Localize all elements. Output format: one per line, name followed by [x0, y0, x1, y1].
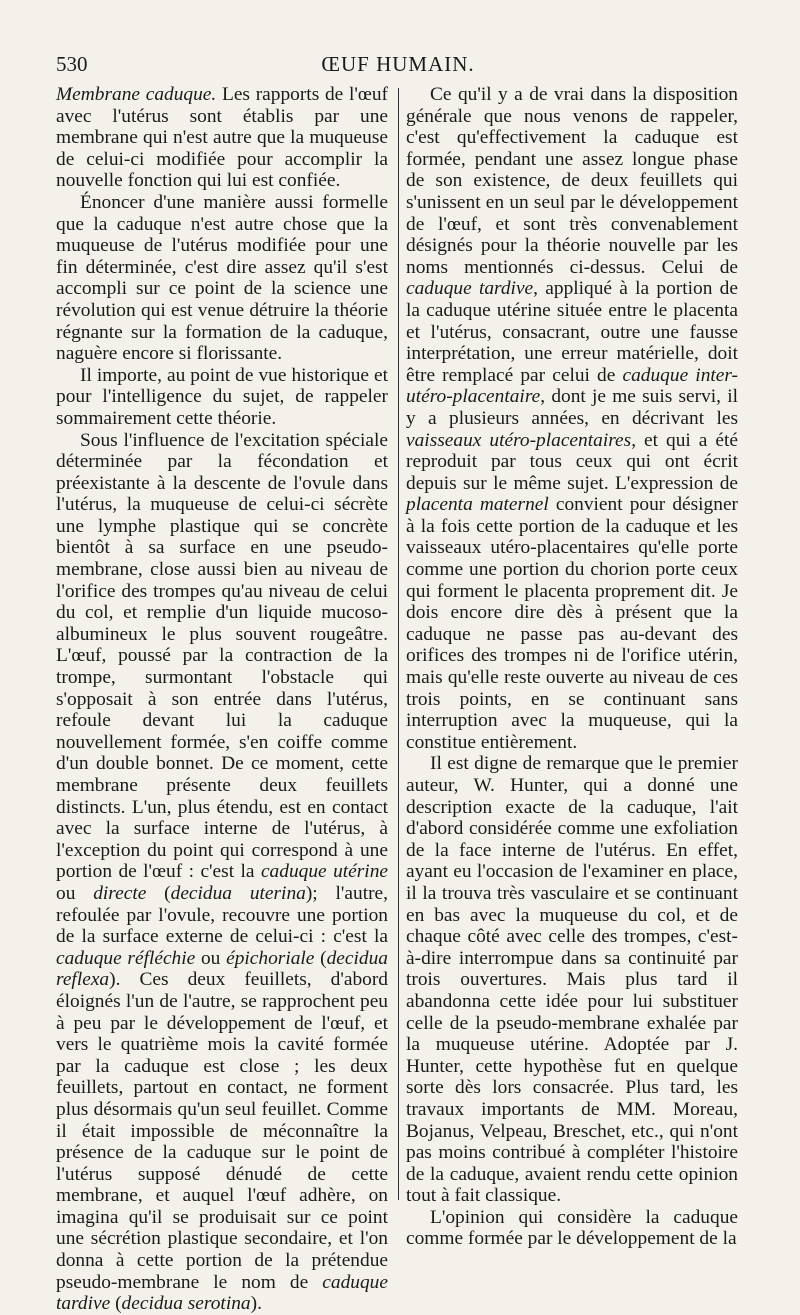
italic-term: decidua reflexa — [56, 947, 388, 991]
italic-term: caduque réfléchie — [56, 947, 196, 969]
paragraph-text: ( — [110, 1293, 122, 1315]
paragraph-text: , dont je me suis servi, il y a plusieurs années, en décrivant les — [406, 386, 738, 429]
paragraph: L'opinion qui considère la caduque comme formée par le développement de la — [406, 1206, 738, 1250]
paragraph: Il est digne de remarque que le premier auteur, W. Hunter, qui a donné une description exacte de la caduque, l'ait d'abord considérée comme une exfoliation de la face interne de l'utérus. En effet, ayant eu l'occasion de l'examiner en place, il la trouva très vasculaire et se continuant en bas avec la muqueuse du col, et de chaque côté avec celle des trompes, c'est-à-dire interrompue dans sa continuité par trois ouvertures. Mais plus tard il abandonna cette idée pour lui substituer celle de la pseudo-membrane exhalée par la muqueuse utérine. Adoptée par J. Hunter, cette hypothèse fut en quelque sorte dès lors consacrée. Plus tard, les travaux importants de MM. Moreau, Bojanus, Velpeau, Breschet, etc., qui n'ont pas moins contribué à compléter l'histoire de la caduque, avaient rendu cette opinion tout à fait classique. — [406, 753, 738, 1207]
section-heading: Membrane caduque. — [56, 84, 217, 105]
paragraph-text: Sous l'influence de l'excitation spéciale déterminée par la fécondation et préexistante à la descente de l'ovule dans l'utérus, la muqueuse de celui-ci sécrète une lymphe plastique qui se concrète bientôt à sa surface en une pseudo-membrane, close aussi bien au niveau de l'orifice des trompes qu'au niveau de celui du col, et remplie d'un liquide mucoso-albumineux le plus souvent rougeâtre. L'œuf, poussé par la contraction de la trompe, surmontant l'obstacle qui s'opposait à son entrée dans l'utérus, refoule devant lui la caduque nouvellement formée, s'en coiffe comme d'un double bonnet. De ce moment, cette membrane présente deux feuillets distincts. L'un, plus étendu, est en contact avec la surface interne de l'utérus, à l'exception du point qui correspond à une portion de l'œuf : c'est la — [56, 429, 388, 883]
paragraph-text: , appliqué à la portion de la caduque utérine située entre le placenta et l'utérus, consacrant, outre une fausse interprétation, une erreur matérielle, doit être remplacé par celui de — [406, 278, 738, 386]
italic-term: decidua uterina — [170, 882, 306, 904]
paragraph — [56, 430, 388, 1315]
paragraph-text: ); l'autre, refoulée par l'ovule, recouvre une portion de la surface externe de celui-ci : c'est la — [56, 882, 388, 948]
paragraph: Il importe, au point de vue historique et pour l'intelligence du sujet, de rappeler sommairement cette théorie. — [56, 364, 388, 429]
italic-term: vaisseaux utéro-placentaires — [406, 429, 632, 451]
paragraph-text: ou — [195, 947, 227, 969]
right-column — [406, 84, 738, 1250]
paragraph-text: , et qui a été reproduit par tous ceux qui ont écrit depuis sur le même sujet. L'expression de — [406, 429, 738, 494]
italic-term: decidua serotina — [121, 1293, 251, 1315]
paragraph-text: convient pour désigner à la fois cette portion de la caduque et les vaisseaux utéro-placentaires qu'elle porte comme une portion du chorion porte ceux qui forment le placenta proprement dit. Je dois encore dire dès à présent que la caduque ne passe pas au-devant des orifices des trompes ni de l'orifice utérin, mais qu'elle reste ouverte au niveau de ces trois points, en se continuant sans interruption avec la muqueuse, qui la constitue entièrement. — [406, 494, 739, 753]
paragraph-text: ). — [250, 1293, 262, 1315]
paragraph-text: ou — [56, 882, 94, 904]
italic-term: caduque tardive — [406, 278, 534, 300]
page-header — [56, 52, 740, 82]
page-number: 530 — [56, 52, 88, 76]
paragraph-text: ). Ces deux feuillets, d'abord éloignés l'un de l'autre, se rapprochent peu à peu par le développement de l'œuf, et vers le quatrième mois la cavité formée par la caduque est close ; les deux feuillets, partout en contact, ne forment plus désormais qu'un seul feuillet. Comme il était impossible de méconnaître la présence de la caduque sur le point de l'utérus supposé dénudé de cette membrane, et auquel l'œuf adhère, on imagina qu'il se produisait sur ce point une sécrétion plastique secondaire, et l'on donna à cette portion de la prétendue pseudo-membrane le nom de — [56, 969, 388, 1293]
paragraph — [56, 84, 388, 192]
italic-term: directe — [93, 882, 147, 904]
paragraph-text: Ce qu'il y a de vrai dans la disposition générale que nous venons de rappeler, c'est qu'effectivement la caduque est formée, pendant une assez longue phase de son existence, de deux feuillets qui s'unissent en un seul par le développement de l'œuf, et sont très convenablement désignés pour la théorie nouvelle par les noms mentionnés ci-dessus. Celui de — [406, 84, 738, 278]
italic-term: caduque tardive — [56, 1271, 388, 1315]
italic-term: épichoriale — [226, 947, 315, 969]
paragraph-text: ( — [146, 882, 171, 904]
paragraph — [406, 84, 738, 753]
running-title: ŒUF HUMAIN. — [321, 52, 475, 76]
paragraph-text: ( — [314, 947, 327, 969]
column-divider — [398, 88, 399, 1200]
paragraph-text: Les rapports de l'œuf avec l'utérus sont établis par une membrane qui n'est autre que la muqueuse de celui-ci modifiée pour accomplir la nouvelle fonction qui lui est confiée. — [56, 84, 389, 192]
paragraph: Énoncer d'une manière aussi formelle que la caduque n'est autre chose que la muqueuse de l'utérus modifiée pour une fin déterminée, c'est dire assez qu'il s'est accompli sur ce point de la science une révolution qui est venue détruire la théorie régnante sur la formation de la caduque, naguère encore si florissante. — [56, 191, 388, 365]
italic-term: caduque utérine — [260, 861, 388, 883]
italic-term: caduque inter-utéro-placentaire — [406, 364, 738, 408]
left-column — [56, 84, 388, 1315]
italic-term: placenta maternel — [406, 494, 549, 516]
